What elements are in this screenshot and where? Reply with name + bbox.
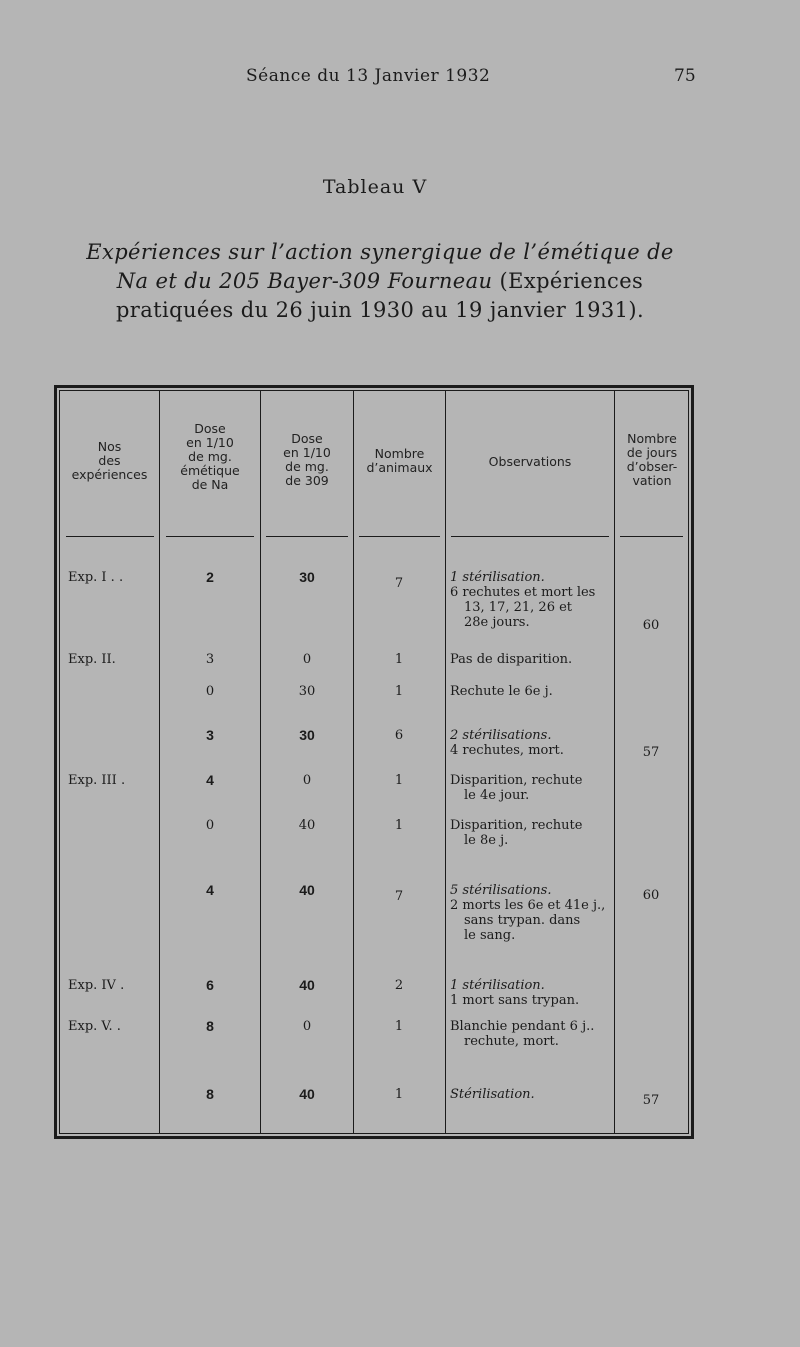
header-rule	[359, 536, 440, 537]
column-divider	[445, 390, 446, 1134]
dose-309-cell: 30	[299, 727, 315, 743]
dose-309-cell: 0	[302, 652, 312, 667]
exp-label: Exp. IV .	[68, 978, 125, 993]
observation-cell	[450, 728, 612, 758]
dose-na-cell: 3	[206, 727, 214, 743]
header-rule	[266, 536, 348, 537]
data-table	[54, 385, 694, 1139]
observation-line: le 4e jour.	[464, 788, 530, 803]
animals-cell: 6	[394, 728, 404, 743]
observation-cell	[450, 818, 612, 848]
observation-line: 2 stérilisations.	[450, 728, 552, 743]
exp-label: Exp. II.	[68, 652, 116, 667]
dose-309-cell: 0	[302, 773, 312, 788]
dose-na-cell: 8	[206, 1086, 214, 1102]
observation-line: 28e jours.	[464, 615, 530, 630]
running-head	[0, 66, 800, 92]
days-cell: 60	[642, 888, 660, 903]
days-cell: 60	[642, 618, 660, 633]
animals-cell: 1	[394, 652, 404, 667]
table-title: Tableau V	[322, 176, 428, 198]
observation-line: Disparition, rechute	[450, 818, 583, 833]
animals-cell: 1	[394, 818, 404, 833]
observation-line: Blanchie pendant 6 j..	[450, 1019, 595, 1034]
header-days: Nombre de jours d’obser- vation	[626, 431, 678, 488]
dose-na-cell: 8	[206, 1018, 214, 1034]
animals-cell: 2	[394, 978, 404, 993]
animals-cell: 1	[394, 1019, 404, 1034]
dose-309-cell: 40	[299, 977, 315, 993]
header-rule	[451, 536, 609, 537]
observation-line: 1 stérilisation.	[450, 570, 545, 585]
observation-cell	[450, 652, 612, 667]
observation-cell	[450, 1019, 612, 1049]
column-divider	[614, 390, 615, 1134]
animals-cell: 7	[394, 576, 404, 591]
observation-line: le 8e j.	[464, 833, 509, 848]
header-rule	[166, 536, 254, 537]
dose-309-cell: 40	[298, 818, 316, 833]
header-dose-na: Dose en 1/10 de mg. émétique de Na	[180, 421, 240, 492]
dose-na-cell: 2	[206, 569, 214, 585]
dose-na-cell: 0	[205, 818, 215, 833]
header-dose-309: Dose en 1/10 de mg. de 309	[283, 431, 331, 488]
observation-cell	[450, 883, 612, 943]
caption-italic: Expériences sur l’action synergique de l’émétique de Na et du 205 Bayer-309 Fourneau	[86, 240, 674, 293]
observation-line: Disparition, rechute	[450, 773, 583, 788]
exp-label: Exp. V. .	[68, 1019, 121, 1034]
observation-line: Pas de disparition.	[450, 652, 573, 667]
header-animals: Nombre d’animaux	[366, 446, 433, 475]
observation-cell	[450, 773, 612, 803]
observation-line: le sang.	[464, 928, 516, 943]
dose-309-cell: 0	[302, 1019, 312, 1034]
observation-line: 5 stérilisations.	[450, 883, 552, 898]
observation-line: 6 rechutes et mort les	[450, 585, 596, 600]
header-exp: Nos des expériences	[71, 439, 148, 482]
observation-cell	[450, 684, 612, 699]
observation-line: 1 stérilisation.	[450, 978, 545, 993]
exp-label: Exp. I . .	[68, 570, 124, 585]
running-head-title: Séance du 13 Janvier 1932	[246, 66, 491, 86]
dose-na-cell: 4	[206, 882, 214, 898]
dose-309-cell: 40	[299, 882, 315, 898]
exp-label: Exp. III .	[68, 773, 126, 788]
observation-line: 2 morts les 6e et 41e j.,	[450, 898, 606, 913]
dose-na-cell: 4	[206, 772, 214, 788]
table-caption	[85, 238, 675, 325]
dose-na-cell: 3	[205, 652, 215, 667]
animals-cell: 7	[394, 889, 404, 904]
page-number: 75	[674, 66, 696, 86]
dose-309-cell: 30	[298, 684, 316, 699]
animals-cell: 1	[394, 1087, 404, 1102]
days-cell: 57	[642, 745, 660, 760]
header-rule	[66, 536, 154, 537]
observation-cell	[450, 570, 612, 630]
observation-line: sans trypan. dans	[464, 913, 581, 928]
days-cell: 57	[642, 1093, 660, 1108]
observation-line: 13, 17, 21, 26 et	[464, 600, 573, 615]
dose-309-cell: 30	[299, 569, 315, 585]
header-rule	[620, 536, 683, 537]
observation-line: 1 mort sans trypan.	[450, 993, 580, 1008]
observation-line: 4 rechutes, mort.	[450, 743, 564, 758]
dose-na-cell: 0	[205, 684, 215, 699]
observation-line: Stérilisation.	[450, 1087, 535, 1102]
observation-cell	[450, 978, 612, 1008]
observation-cell	[450, 1087, 612, 1102]
header-observations: Observations	[488, 454, 572, 469]
observation-line: rechute, mort.	[464, 1034, 559, 1049]
dose-309-cell: 40	[299, 1086, 315, 1102]
animals-cell: 1	[394, 684, 404, 699]
animals-cell: 1	[394, 773, 404, 788]
caption-roman: (Expériences pratiquées du 26 juin 1930 au 19 janvier 1931).	[115, 269, 645, 322]
observation-line: Rechute le 6e j.	[450, 684, 553, 699]
dose-na-cell: 6	[206, 977, 214, 993]
